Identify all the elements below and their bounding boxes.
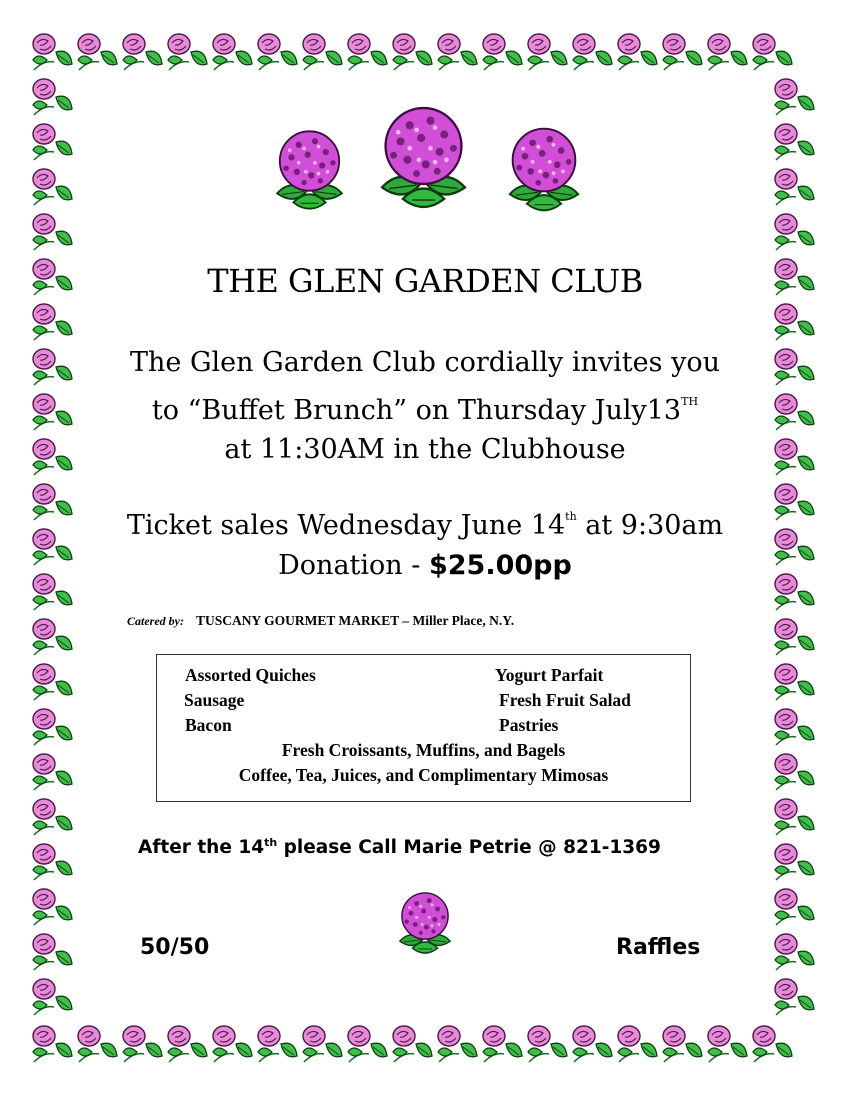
pink-rose-icon <box>772 210 817 255</box>
invite-line-1: The Glen Garden Club cordially invites you <box>130 347 720 378</box>
pink-rose-icon <box>480 30 525 75</box>
pink-rose-icon <box>165 1022 210 1067</box>
menu-item: Pastries <box>499 715 559 735</box>
pink-rose-icon <box>255 30 300 75</box>
pink-rose-icon <box>705 30 750 75</box>
pink-rose-icon <box>390 1022 435 1067</box>
pink-rose-icon <box>750 30 795 75</box>
pink-rose-icon <box>120 30 165 75</box>
pink-rose-icon <box>772 165 817 210</box>
pink-rose-icon <box>210 1022 255 1067</box>
pink-rose-icon <box>772 795 817 840</box>
menu-item: Sausage <box>184 690 245 710</box>
pink-rose-icon <box>772 300 817 345</box>
menu-item: Assorted Quiches <box>185 665 316 685</box>
pink-rose-icon <box>300 1022 345 1067</box>
pink-rose-icon <box>772 705 817 750</box>
pink-rose-icon <box>30 840 75 885</box>
pink-rose-icon <box>210 30 255 75</box>
pink-rose-icon <box>435 30 480 75</box>
pink-rose-icon <box>30 75 75 120</box>
menu-box <box>156 654 691 802</box>
catered-label: Catered by: <box>127 614 184 628</box>
pink-rose-icon <box>30 300 75 345</box>
pink-rose-icon <box>390 30 435 75</box>
invite-line-2: to “Buffet Brunch” on Thursday July13TH <box>151 395 699 426</box>
pink-rose-icon <box>30 930 75 975</box>
pink-rose-icon <box>165 30 210 75</box>
raffles-label: Raffles <box>616 935 701 960</box>
menu-item: Fresh Croissants, Muffins, and Bagels <box>281 740 566 760</box>
pink-rose-icon <box>30 615 75 660</box>
pink-rose-icon <box>615 1022 660 1067</box>
pink-rose-icon <box>525 30 570 75</box>
pink-rose-icon <box>772 840 817 885</box>
pink-rose-icon <box>570 1022 615 1067</box>
pink-rose-icon <box>705 1022 750 1067</box>
invite-line-3: at 11:30AM in the Clubhouse <box>224 434 626 465</box>
menu-item: Yogurt Parfait <box>495 665 604 685</box>
pink-rose-icon <box>30 165 75 210</box>
ticket-sales-line: Ticket sales Wednesday June 14th at 9:30am <box>126 510 724 541</box>
pink-rose-icon <box>30 120 75 165</box>
pink-rose-icon <box>120 1022 165 1067</box>
pink-rose-icon <box>772 885 817 930</box>
pink-rose-icon <box>30 750 75 795</box>
pink-rose-icon <box>525 1022 570 1067</box>
pink-rose-icon <box>570 30 615 75</box>
pink-rose-icon <box>75 1022 120 1067</box>
pink-rose-icon <box>300 30 345 75</box>
pink-rose-icon <box>30 885 75 930</box>
hydrangea-icon <box>390 888 460 958</box>
pink-rose-icon <box>772 120 817 165</box>
pink-rose-icon <box>30 660 75 705</box>
pink-rose-icon <box>772 975 817 1020</box>
menu-item: Fresh Fruit Salad <box>499 690 631 710</box>
donation-price: $25.00pp <box>428 550 572 581</box>
bottom-rose-border <box>30 1022 795 1067</box>
pink-rose-icon <box>615 30 660 75</box>
pink-rose-icon <box>772 660 817 705</box>
pink-rose-icon <box>30 30 75 75</box>
hydrangea-icon <box>262 125 357 215</box>
pink-rose-icon <box>30 795 75 840</box>
top-rose-border <box>30 30 795 75</box>
catered-by <box>127 613 514 629</box>
pink-rose-icon <box>772 750 817 795</box>
pink-rose-icon <box>772 615 817 660</box>
pink-rose-icon <box>772 75 817 120</box>
pink-rose-icon <box>255 1022 300 1067</box>
pink-rose-icon <box>30 210 75 255</box>
pink-rose-icon <box>435 1022 480 1067</box>
pink-rose-icon <box>750 1022 795 1067</box>
menu-item: Coffee, Tea, Juices, and Complimentary Mimosas <box>238 765 609 785</box>
page-title: THE GLEN GARDEN CLUB <box>207 262 643 300</box>
caterer-name: TUSCANY GOURMET MARKET – Miller Place, N.Y. <box>195 613 515 628</box>
pink-rose-icon <box>345 30 390 75</box>
pink-rose-icon <box>772 930 817 975</box>
contact-line: After the 14th please Call Marie Petrie @ 821-1369 <box>138 836 661 858</box>
pink-rose-icon <box>30 1022 75 1067</box>
hydrangea-icon <box>494 122 594 217</box>
pink-rose-icon <box>345 1022 390 1067</box>
pink-rose-icon <box>75 30 120 75</box>
hydrangea-icon <box>366 100 481 215</box>
invitation-text <box>0 343 850 469</box>
pink-rose-icon <box>30 975 75 1020</box>
ticket-info <box>0 497 850 586</box>
pink-rose-icon <box>480 1022 525 1067</box>
pink-rose-icon <box>660 30 705 75</box>
donation-line: Donation - $25.00pp <box>278 550 572 581</box>
pink-rose-icon <box>660 1022 705 1067</box>
fifty-fifty-label: 50/50 <box>140 935 210 960</box>
menu-item: Bacon <box>185 715 232 735</box>
pink-rose-icon <box>30 705 75 750</box>
